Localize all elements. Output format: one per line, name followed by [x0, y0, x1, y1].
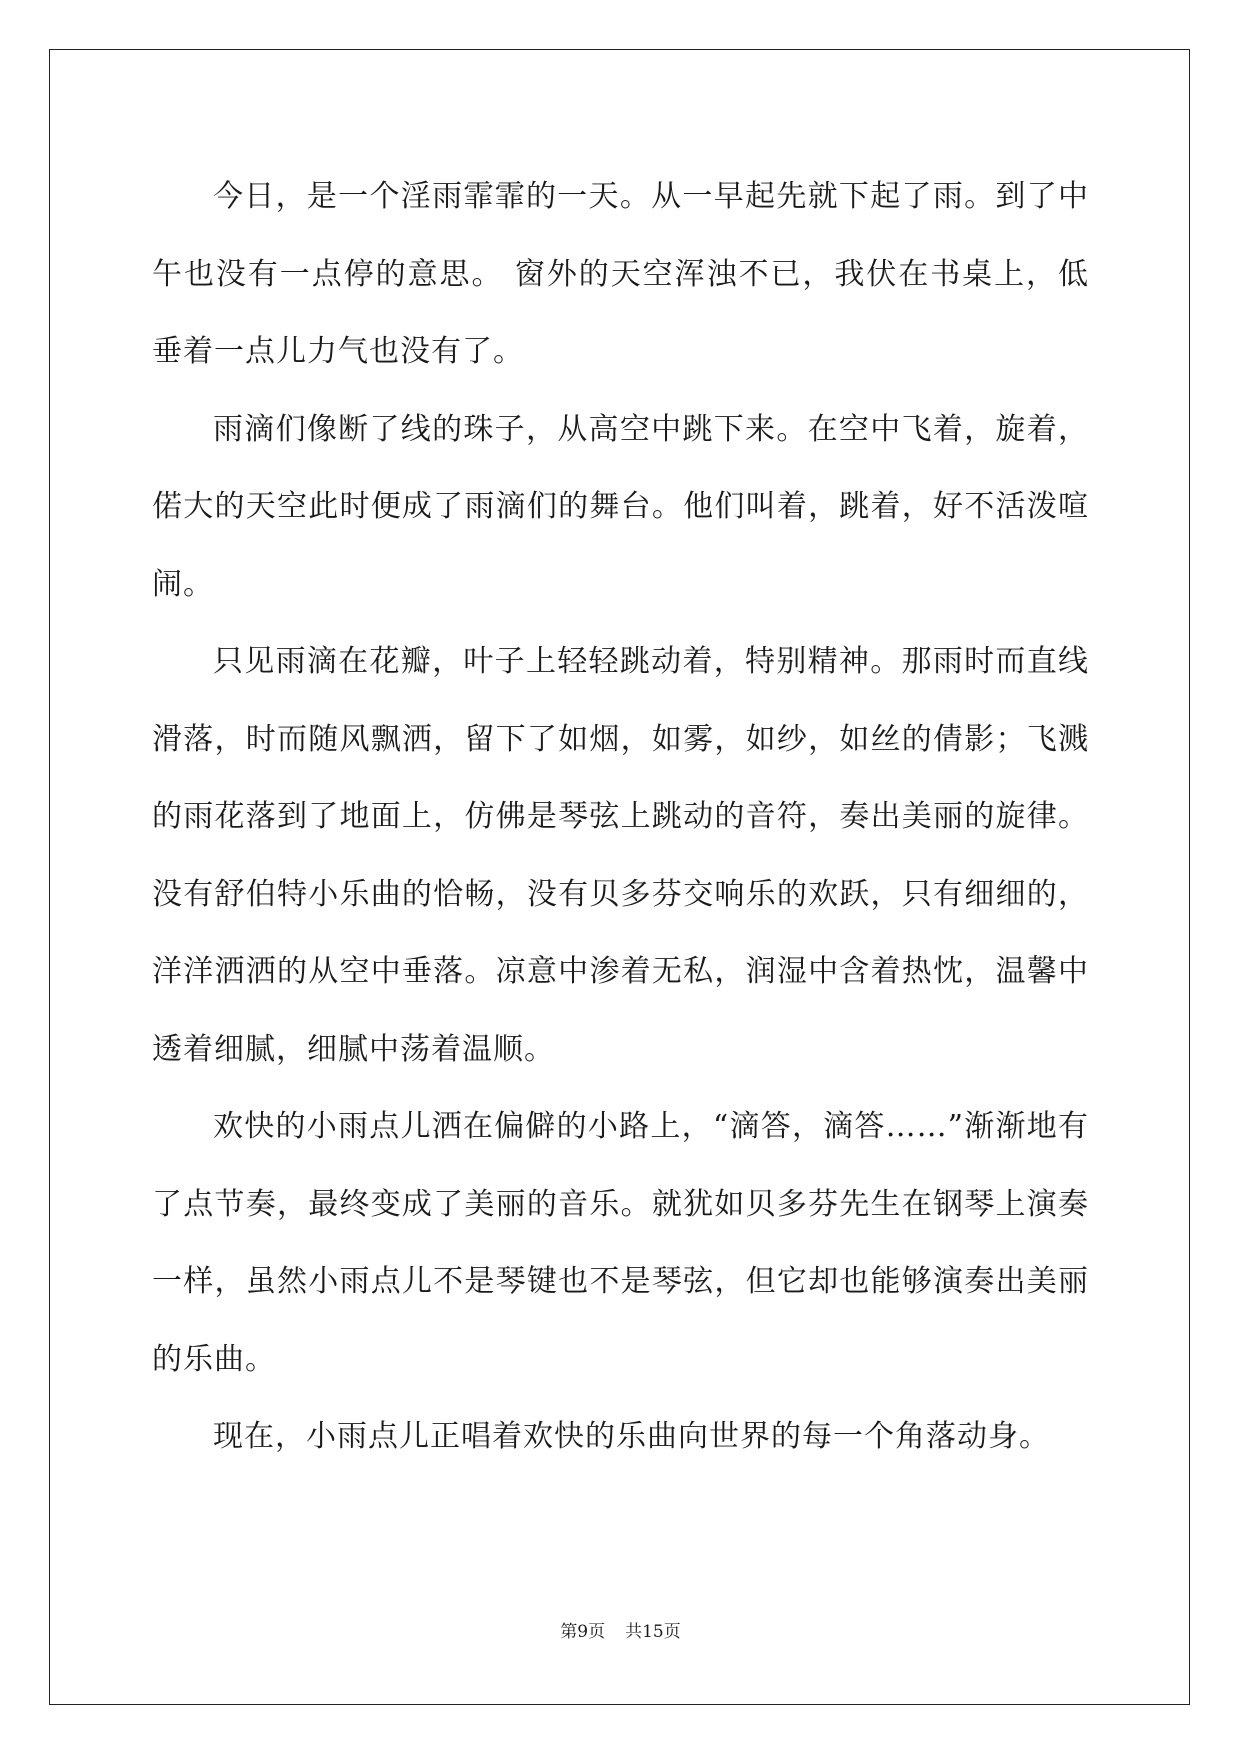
page-number: 第9页 [560, 1622, 606, 1642]
document-body [152, 158, 1089, 1476]
paragraph-2: 雨滴们像断了线的珠子，从高空中跳下来。在空中飞着，旋着，偌大的天空此时便成了雨滴们的舞台。他们叫着，跳着，好不活泼喧闹。 [152, 411, 1089, 602]
page-footer [0, 1620, 1241, 1644]
paragraph-3: 只见雨滴在花瓣，叶子上轻轻跳动着，特别精神。那雨时而直线滑落，时而随风飘洒，留下了如烟，如雾，如纱，如丝的倩影；飞溅的雨花落到了地面上，仿佛是琴弦上跳动的音符，奏出美丽的旋律。没有舒伯特小乐曲的恰畅，没有贝多芬交响乐的欢跃，只有细细的，洋洋洒洒的从空中垂落。凉意中渗着无私，润湿中含着热忱，温馨中透着细腻，细腻中荡着温顺。 [152, 644, 1089, 1067]
paragraph-4: 欢快的小雨点儿洒在偏僻的小路上，“滴答，滴答……”渐渐地有了点节奏，最终变成了美丽的音乐。就犹如贝多芬先生在钢琴上演奏一样，虽然小雨点儿不是琴键也不是琴弦，但它却也能够演奏出美丽的乐曲。 [152, 1109, 1089, 1377]
paragraph-1: 今日，是一个淫雨霏霏的一天。从一早起先就下起了雨。到了中午也没有一点停的意思。 窗外的天空浑浊不已，我伏在书桌上，低垂着一点儿力气也没有了。 [152, 179, 1089, 369]
paragraph-5: 现在，小雨点儿正唱着欢快的乐曲向世界的每一个角落动身。 [213, 1419, 1050, 1454]
page-total: 共15页 [625, 1622, 681, 1642]
